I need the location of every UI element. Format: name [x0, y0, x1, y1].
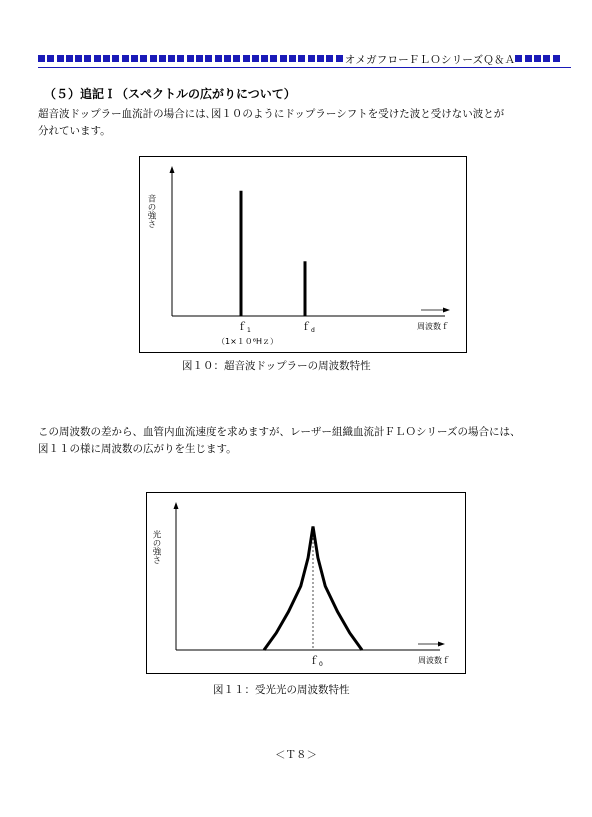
figure-11-caption: 図１１：受光光の周波数特性 [213, 684, 350, 696]
header-square-icon [168, 55, 175, 62]
header-square-icon [140, 55, 147, 62]
header-square-icon [243, 55, 250, 62]
header-square-icon [205, 55, 212, 62]
header-square-icon [553, 55, 560, 62]
paragraph-2-line-1: この周波数の差から、血管内血流速度を求めますが、レーザー組織血流計ＦＬＯシリーズの場合には、 [38, 426, 521, 438]
header-square-icon [75, 55, 82, 62]
header-square-icon [196, 55, 203, 62]
figure-11-frame [147, 493, 466, 674]
header-square-icon [280, 55, 287, 62]
header-square-icon [534, 55, 541, 62]
header-square-icon [159, 55, 166, 62]
header-square-icon [103, 55, 110, 62]
figure-10-x-label: 周波数ｆ [417, 322, 449, 331]
header-bar [38, 53, 571, 67]
figure-11 [146, 492, 466, 674]
figure-10-tick-fd: ｆ$_d$ [301, 322, 315, 334]
paragraph-1-line-2: 分れています。 [38, 125, 111, 137]
figure-11-x-label: 周波数ｆ [418, 656, 450, 665]
figure-10-f1-note: （1×１０⁶Hｚ） [217, 337, 279, 346]
header-square-icon [112, 55, 119, 62]
header-square-icon [215, 55, 222, 62]
header-square-icon [66, 55, 73, 62]
figure-10-y-label: 音の強さ [146, 194, 156, 228]
figure-10 [139, 156, 467, 353]
header-square-icon [187, 55, 194, 62]
header-square-icon [261, 55, 268, 62]
header-square-icon [224, 55, 231, 62]
header-square-icon [233, 55, 240, 62]
figure-10-x-arrow-icon [443, 308, 450, 313]
header-square-icon [326, 55, 333, 62]
header-square-icon [38, 55, 45, 62]
header-square-icon [515, 55, 522, 62]
header-square-icon [289, 55, 296, 62]
header-square-icon [150, 55, 157, 62]
paragraph-2 [38, 424, 568, 458]
figure-11-y-arrow-icon [174, 502, 179, 509]
header-square-icon [336, 55, 343, 62]
header-rule [38, 67, 571, 68]
page-number: ＜Ｔ８＞ [275, 749, 317, 761]
header-square-icon [270, 55, 277, 62]
paragraph-1-line-1: 超音波ドップラー血流計の場合には､図１０のようにドップラーシフトを受けた波と受けない波とが [38, 108, 505, 120]
figure-11-tick-f0: ｆ$_0$ [309, 656, 323, 668]
header-square-icon [122, 55, 129, 62]
figure-11-y-label: 光の強さ [151, 530, 161, 564]
header-square-icon [525, 55, 532, 62]
header-square-icon [47, 55, 54, 62]
section-title: （５）追記Ｉ（スペクトルの広がりについて） [44, 87, 296, 101]
paragraph-1 [38, 106, 568, 140]
header-square-icon [543, 55, 550, 62]
header-square-icon [177, 55, 184, 62]
header-square-icon [94, 55, 101, 62]
figure-10-y-arrow-icon [170, 166, 175, 173]
header-square-icon [308, 55, 315, 62]
figure-11-chart [146, 492, 466, 674]
paragraph-2-line-2: 図１１の様に周波数の広がりを生じます。 [38, 443, 237, 455]
header-square-icon [252, 55, 259, 62]
figure-10-tick-f1: ｆ$_1$ [237, 322, 251, 334]
figure-11-x-arrow-icon [438, 642, 445, 647]
figure-10-chart [139, 156, 467, 353]
figure-10-caption: 図１０：超音波ドップラーの周波数特性 [182, 360, 371, 372]
header-square-icon [298, 55, 305, 62]
header-square-icon [131, 55, 138, 62]
header-square-icon [84, 55, 91, 62]
header-squares-left [38, 53, 345, 66]
header-square-icon [317, 55, 324, 62]
header-square-icon [57, 55, 64, 62]
header-squares-right [515, 53, 561, 66]
header-title: オメガフローＦＬＯシリーズＱ＆Ａ [344, 54, 516, 66]
